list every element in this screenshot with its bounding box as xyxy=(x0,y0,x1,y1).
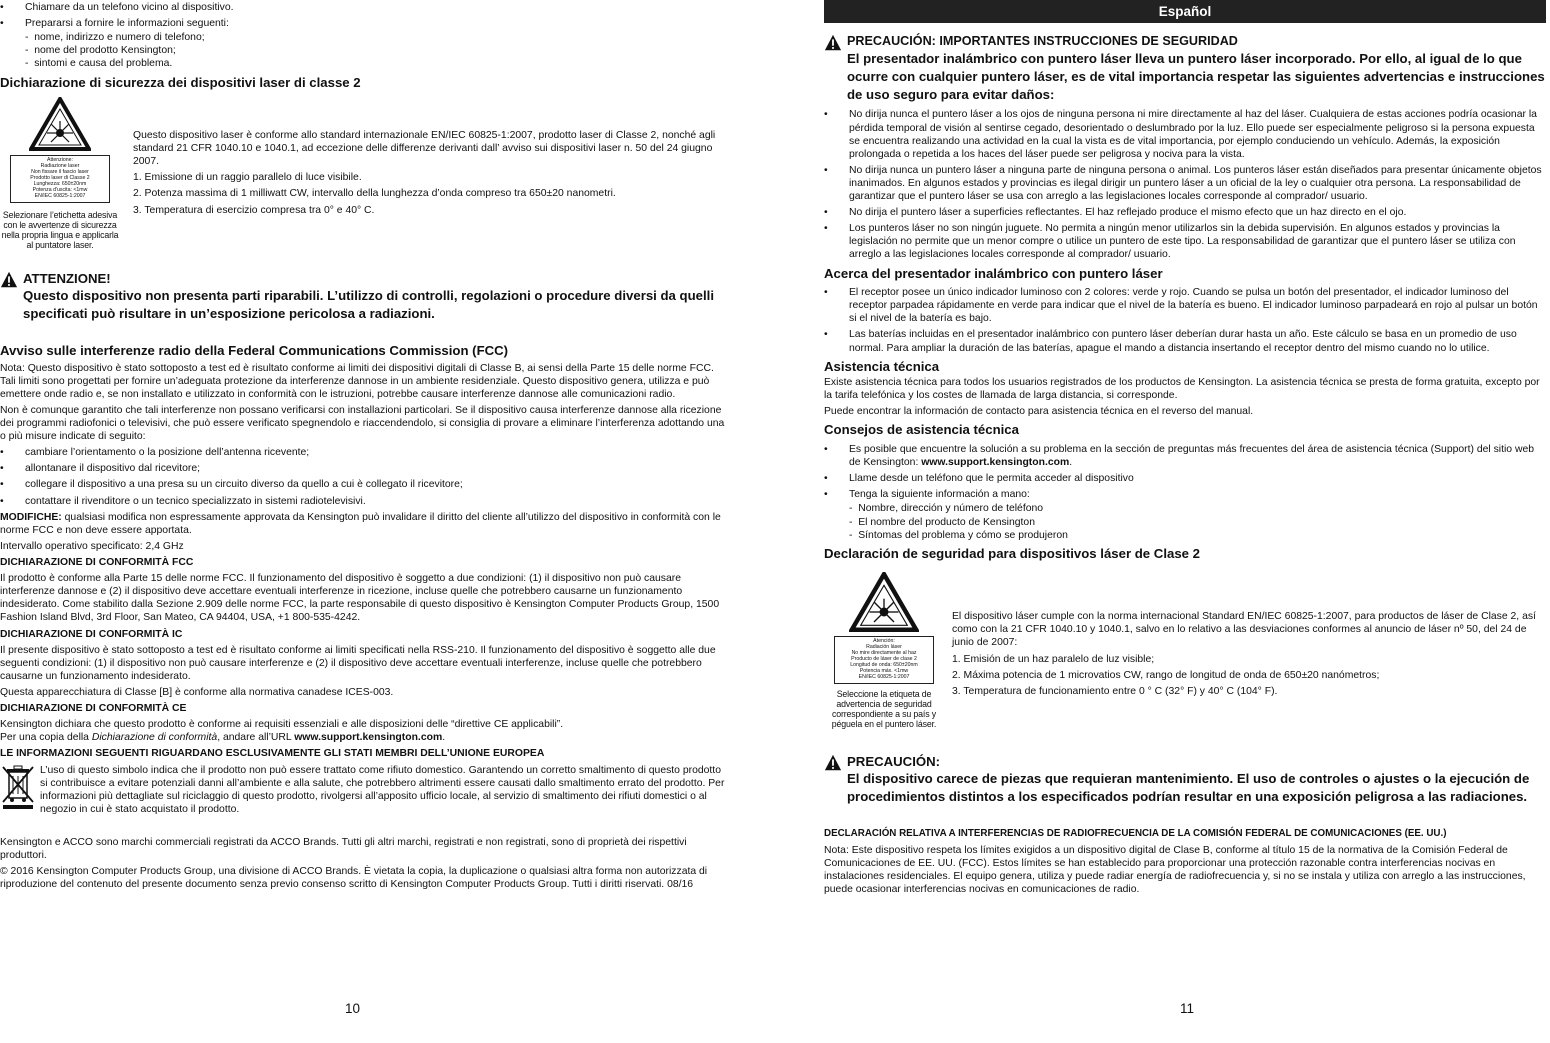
laser-figure xyxy=(0,97,120,251)
laser-label: Attenzione: Radiazione laser Non fissare il fascio laser Prodotto laser di Classe 2 Lunghezza: 650±20nm Potenza d'uscita: <1mw EN/IEC 60825-1:2007 xyxy=(10,155,110,203)
attention-warning xyxy=(0,271,725,323)
list-item: • No dirija nunca un puntero láser a ninguna parte de ninguna persona o animal. Los punteros láser están diseñados para presentar únicamente objetos inanimados. En algunos estados y provincias es ilegal dirigir un puntero láser a un oficial de la ley o cualquier otra persona. La responsabilidad de garantizar que el puntero láser se usa con arreglo a las legislaciones locales corresponde al comprador/ usuario. xyxy=(824,164,1546,203)
list-item: • Es posible que encuentre la solución a su problema en la sección de preguntas más frecuentes del área de asistencia técnica (Support) del sitio web de Kensington: www.support.kensington.com. xyxy=(824,443,1546,469)
list-item: • Prepararsi a fornire le informazioni seguenti: - nome, indirizzo e numero di telefono; - nome del prodotto Kensington; - sintomi e causa del problema. xyxy=(0,17,725,70)
trademark: Kensington e ACCO sono marchi commerciali registrati da ACCO Brands. Tutti gli altri marchi, registrati e non registrati, sono di proprietà dei rispettivi produttori. xyxy=(0,836,687,862)
tips-list xyxy=(824,443,1546,542)
tips-sub-list xyxy=(849,502,1546,541)
warning-icon xyxy=(0,271,18,289)
caution-text: El presentador inalámbrico con puntero láser lleva un puntero láser incorporado. Por ello, al igual de lo que ocurre con cualquier puntero láser, es de vital importancia respetar las siguientes advertencias e instrucciones de uso seguro para evitar daños: xyxy=(847,50,1545,103)
support-link[interactable]: www.support.kensington.com xyxy=(921,457,1070,469)
list-item: • No dirija el puntero láser a superficies reflectantes. El haz reflejado produce el mismo efecto que un haz directo en el ojo. xyxy=(824,206,1546,219)
fcc-list xyxy=(0,446,725,507)
list-item: - sintomi e causa del problema. xyxy=(25,57,725,70)
list-item: • El receptor posee un único indicador luminoso con 2 colores: verde y rojo. Cuando se pulsa un botón del presentador, el indicador luminoso del receptor parpadea rápidamente en verde para indicar que el nivel de la batería es bueno. El indicador luminoso parpadeará en rojo al pulsar un botón si el nivel de la batería es bajo. xyxy=(824,286,1546,325)
list-item: • Las baterías incluidas en el presentador inalámbrico con puntero láser deberían durar hasta un año. Este cálculo se basa en un promedio de uso normal. Para ampliar la duración de las baterías, apague el mando a distancia insertando el receptor dentro del mismo cuando no lo utilice. xyxy=(824,328,1546,354)
list-item: • cambiare l’orientamento o la posizione dell’antenna ricevente; xyxy=(0,446,725,459)
page-left: • Chiamare da un telefono vicino al dispositivo. • Prepararsi a fornire le informazioni seguenti: - nome, indirizzo e numero di telefono; - nome del prodotto Kensington; - sintomi e causa del problema. Dichiarazione di sicurezza dei dispositivi laser di classe 2 Attenzione: Radiazione laser Non fissare il fascio laser Prodotto laser di Classe 2 Lunghezza: 650±20nm Potenza d'uscita: <1mw EN/IEC 60825-1:2007 Selezionare l’etichetta adesiva con le avvertenze di sicurezza nella propria lingua e applicarla al puntatore laser. Questo dispositivo laser è conforme allo standard internazionale EN/IEC 60825-1:2007, prodotto laser di Classe 2, nonché agli standard 21 CFR 1040.10 e 1040.1, ad eccezione delle differenze derivanti dall’ avviso sui dispositivi laser n. 50 del 24 giugno 2007. 1. Emissione di un raggio parallelo di luce visibile. 2. Potenza massima di 1 milliwatt CW, intervallo della lunghezza d’onda compreso tra 650±20 nanometri. 3. Temperatura di esercizio compresa tra 0° e 40° C. ATTENZIONE! Questo dispositivo non presenta parti riparabili. L’utilizzo di controlli, regolazioni o procedure diversi da quelli specificati può risultare in un’esposizione pericolosa a radiazioni. Avviso sulle interferenze radio della Federal Communications Commission (FCC) Nota: Questo dispositivo è stato sottoposto a test ed è risultato conforme ai limiti dei dispositivi digitali di Classe B, ai sensi della Parte 15 delle norme FCC. Tali limiti sono progettati per fornire un’adeguata protezione da interferenze dannose in un ambiente residenziale. Questo dispositivo genera, utilizza e può emettere onde radio e, se non installato e utilizzato in conformità con le istruzioni, potrebbe causare interferenze dannose alle comunicazioni radio. Non è comunque garantito che tali interferenze non possano verificarsi con installazioni particolari. Se il dispositivo causa interferenze dannose alla ricezione dei programmi radiofonici o televisivi, che può essere verificato spegnendolo e riaccendendolo, si consiglia di provare a eliminare l’interferenza adottando una o più misure indicate di seguito: • cambiare l’orientamento o la posizione dell’antenna ricevente; • allontanare il dispositivo dal ricevitore; • collegare il dispositivo a una presa su un circuito diverso da quello a cui è collegato il ricevitore; • contattare il rivenditore o un tecnico specializzato in sistemi radiotelevisivi. MODIFICHE: qualsiasi modifica non espressamente approvata da Kensington può invalidare il diritto del cliente all’utilizzo del dispositivo in conformità con le norme FCC e non deve essere apportata. Intervallo operativo specificato: 2,4 GHz DICHIARAZIONE DI CONFORMITÀ FCC Il prodotto è conforme alla Parte 15 delle norme FCC. Il funzionamento del dispositivo è soggetto a due condizioni: (1) il dispositivo non può causare interferenze dannose e (2) il dispositivo deve accettare eventuali interferenze in ricezione, incluse quelle che potrebbero causarne un funzionamento indesiderato. Come stabilito dalla Sezione 2.909 delle norme FCC, la parte responsabile di questo dispositivo è Kensington Computer Products Group, 1500 Fashion Island Blvd, 3rd Floor, San Mateo, CA 94404, USA, +1 800-535-4242. DICHIARAZIONE DI CONFORMITÀ IC Il presente dispositivo è stato sottoposto a test ed è risultato conforme ai limiti specificati nella RSS-210. Il funzionamento del dispositivo è soggetto alle due seguenti condizioni: (1) il dispositivo non può causare interferenze e (2) il dispositivo deve accettare eventuali interferenze, incluse quelle che potrebbero causarne un funzionamento indesiderato. Questa apparecchiatura di Classe [B] è conforme alla normativa canadese ICES-003. DICHIARAZIONE DI CONFORMITÀ CE Kensington dichiara che questo prodotto è conforme ai requisiti essenziali e alle disposizioni delle “direttive CE applicabili”. Per una copia della Dichiarazione di conformità, andare all’URL www.support.kensington.com. LE INFORMAZIONI SEGUENTI RIGUARDANO ESCLUSIVAMENTE GLI STATI MEMBRI DELL’UNIONE EUROPEA L’uso di questo simbolo indica che il prodotto non può essere trattato come rifiuto domestico. Garantendo un corretto smaltimento di questo prodotto si contribuisce a evitare potenziali danni all’ambiente e alla salute, che potrebbero altrimenti essere causati dallo smaltimento errato del prodotto. Per informazioni più dettagliate sul riciclaggio di questo prodotto, rivolgersi all’apposito ufficio locale, al servizio di smaltimento dei rifiuti domestici o al negozio in cui è stato acquistato il prodotto. Kensington e ACCO sono marchi commerciali registrati da ACCO Brands. Tutti gli altri marchi, registrati e non registrati, sono di proprietà dei rispettivi produttori. © 2016 Kensington Computer Products Group, una divisione di ACCO Brands. È vietata la copia, la duplicazione o qualsiasi altra forma non autorizzata di riproduzione del contenuto del presente documento senza previo consenso scritto di Kensington Computer Products Group. Tutti i diritti riservati. 08/16 xyxy=(0,0,725,894)
list-item: • Chiamare da un telefono vicino al dispositivo. xyxy=(0,1,725,14)
list-item: - Nombre, dirección y número de teléfono xyxy=(849,502,1546,515)
page-number-left: 10 xyxy=(345,1001,361,1016)
caution2-title: PRECAUCIÓN: xyxy=(847,753,941,769)
weee-bin-icon xyxy=(0,764,36,810)
support-heading: Asistencia técnica xyxy=(824,358,940,374)
ce-copy: Per una copia della Dichiarazione di conformità, andare all’URL www.support.kensington.com. xyxy=(0,732,446,744)
laser-warning-icon xyxy=(849,572,919,632)
weee-section xyxy=(0,764,725,816)
list-item: - Síntomas del problema y cómo se produjeron xyxy=(849,529,1546,542)
list-item: • Tenga la siguiente información a mano: - Nombre, dirección y número de teléfono - El nombre del producto de Kensington - Síntomas del problema y cómo se produjeron xyxy=(824,488,1546,541)
safety-list xyxy=(824,108,1546,261)
contact-list xyxy=(0,1,725,71)
laser-caption: Seleccione la etiqueta de advertencia de seguridad correspondiente a su país y péguela en el puntero láser. xyxy=(831,689,937,729)
list-item: • contattare il rivenditore o un tecnico specializzato in sistemi radiotelevisivi. xyxy=(0,495,725,508)
laser-heading: Declaración de seguridad para dispositivos láser de Clase 2 xyxy=(824,545,1200,561)
tips-heading: Consejos de asistencia técnica xyxy=(824,422,1019,438)
weee-text: L’uso di questo simbolo indica che il prodotto non può essere trattato come rifiuto domestico. Garantendo un corretto smaltimento di questo prodotto si contribuisce a evitare potenziali danni all’ambiente e alla salute, che potrebbero altrimenti essere causati dallo smaltimento errato del prodotto. Per informazioni più dettagliate sul riciclaggio di questo prodotto, rivolgersi all’apposito ufficio locale, al servizio di smaltimento dei rifiuti domestici o al negozio in cui è stato acquistato il prodotto. xyxy=(40,764,725,815)
language-header: Español xyxy=(824,0,1546,23)
list-item: - El nombre del producto de Kensington xyxy=(849,516,1546,529)
caution-title: PRECAUCIÓN: IMPORTANTES INSTRUCCIONES DE SEGURIDAD xyxy=(847,34,1238,48)
list-item: • Los punteros láser no son ningún juguete. No permita a ningún menor utilizarlos sin la debida supervisión. En algunos estados y provincias la legislación no permite que un menor compre o utilice un puntero de este tipo. La responsabilidad de garantizar que el puntero láser se utiliza con arreglo a las legislaciones locales corresponde al comprador/ usuario. xyxy=(824,222,1546,261)
laser-text: Questo dispositivo laser è conforme allo standard internazionale EN/IEC 60825-1:2007, prodotto laser di Classe 2, nonché agli standard 21 CFR 1040.10 e 1040.1, ad eccezione delle differenze derivanti dall’ avviso sui dispositivi laser n. 50 del 24 giugno 2007. 1. Emissione di un raggio parallelo di luce visibile. 2. Potenza massima di 1 milliwatt CW, intervallo della lunghezza d’onda compreso tra 650±20 nanometri. 3. Temperatura di esercizio compresa tra 0° e 40° C. xyxy=(133,130,716,216)
list-item: • allontanare il dispositivo dal ricevitore; xyxy=(0,462,725,475)
list-item: • Llame desde un teléfono que le permita acceder al dispositivo xyxy=(824,472,1546,485)
laser-section xyxy=(824,572,1546,730)
laser-figure xyxy=(824,572,944,730)
page-number-right: 11 xyxy=(1180,1001,1195,1016)
list-item: - nome del prodotto Kensington; xyxy=(25,44,725,57)
support-link[interactable]: www.support.kensington.com xyxy=(294,732,443,744)
attention-title: ATTENZIONE! xyxy=(23,270,111,286)
about-heading: Acerca del presentador inalámbrico con puntero láser xyxy=(824,265,1163,281)
fcc-heading: DECLARACIÓN RELATIVA A INTERFERENCIAS DE RADIOFRECUENCIA DE LA COMISIÓN FEDERAL DE COMUNICACIONES (EE. UU.) xyxy=(824,828,1447,840)
laser-caption: Selezionare l’etichetta adesiva con le avvertenze di sicurezza nella propria lingua e applicarla al puntatore laser. xyxy=(1,209,119,250)
list-item: • No dirija nunca el puntero láser a los ojos de ninguna persona ni mire directamente al haz del láser. Cualquiera de estas acciones podría ocasionar la pérdida temporal de visión al sentirse cegado, desorientado o deslumbrado por la luz. Ello puede ser especialmente peligroso si la persona expuesta se encuentra realizando una actividad en la cual la vista es de vital importancia, por ejemplo conduciendo un vehículo. Además, la exposición prolongada o repetida a los haces del láser puede ser peligrosa y nociva para la vista. xyxy=(824,108,1546,160)
laser-section xyxy=(0,97,725,251)
list-item: • collegare il dispositivo a una presa su un circuito diverso da quello a cui è collegato il ricevitore; xyxy=(0,478,725,491)
list-item: - nome, indirizzo e numero di telefono; xyxy=(25,31,725,44)
caution2-text: El dispositivo carece de piezas que requieran mantenimiento. El uso de controles o ajustes o la ejecución de procedimientos distintos a los especificados podrían resultar en una exposición peligrosa a las radiaciones. xyxy=(847,771,1530,805)
warning-icon xyxy=(824,754,842,772)
caution2-warning xyxy=(824,754,1546,806)
laser-text: El dispositivo láser cumple con la norma internacional Standard EN/IEC 60825-1:2007, para productos de láser de Clase 2, así como con la 21 CFR 1040.10 y 1040.1, salvo en lo relativo a las desviaciones conformes al anuncio de láser nº 50, del 24 de junio de 2007: 1. Emisión de un haz paralelo de luz visible; 2. Máxima potencia de 1 microvatios CW, rango de longitud de onda de 650±20 nanómetros; 3. Temperatura de funcionamiento entre 0 ° C (32° F) y 40° C (104° F). xyxy=(952,611,1536,697)
attention-text: Questo dispositivo non presenta parti riparabili. L’utilizzo di controlli, regolazioni o procedure diversi da quelli specificati può risultare in un’esposizione pericolosa a radiazioni. xyxy=(23,288,714,322)
copyright: © 2016 Kensington Computer Products Group, una divisione di ACCO Brands. È vietata la copia, la duplicazione o qualsiasi altra forma non autorizzata di riproduzione del contenuto del presente documento senza previo consenso scritto di Kensington Computer Products Group. Tutti i diritti riservati. 08/16 xyxy=(0,866,708,891)
laser-heading: Dichiarazione di sicurezza dei dispositivi laser di classe 2 xyxy=(0,74,361,90)
fcc-text: Nota: Este dispositivo respeta los límites exigidos a un dispositivo digital de Clase B, conforme al título 15 de la normativa de la Comisión Federal de Comunicaciones de EE. UU. (FCC). Estos límites se han establecido para proporcionar una protección razonable contra interferencias nocivas en instalaciones residenciales. El equipo genera, utiliza y puede radiar energía de radiofrecuencia y, si no se instala y utiliza con arreglo a las instrucciones, puede ocasionar interferencias nocivas en comunicaciones de radio. xyxy=(824,844,1526,895)
fcc-heading: Avviso sulle interferenze radio della Federal Communications Commission (FCC) xyxy=(0,343,509,359)
warning-icon xyxy=(824,34,842,52)
caution-warning xyxy=(824,34,1546,104)
page-right: Español PRECAUCIÓN: IMPORTANTES INSTRUCCIONES DE SEGURIDAD El presentador inalámbrico con puntero láser lleva un puntero láser incorporado. Por ello, al igual de lo que ocurre con cualquier puntero láser, es de vital importancia respetar las siguientes advertencias e instrucciones de uso seguro para evitar daños: • No dirija nunca el puntero láser a los ojos de ninguna persona ni mire directamente al haz del láser. Cualquiera de estas acciones podría ocasionar la pérdida temporal de visión al sentirse cegado, desorientado o deslumbrado por la luz. Ello puede ser especialmente peligroso si la persona expuesta se encuentra realizando una actividad en la cual la vista es de vital importancia, por ejemplo conduciendo un vehículo. Además, la exposición prolongada o repetida a los haces del láser puede ser peligrosa y nociva para la vista. • No dirija nunca un puntero láser a ninguna parte de ninguna persona o animal. Los punteros láser están diseñados para presentar únicamente objetos inanimados. En algunos estados y provincias es ilegal dirigir un puntero láser a un oficial de la ley o cualquier otra persona. La responsabilidad de garantizar que el puntero láser se usa con arreglo a las legislaciones locales corresponde al comprador/ usuario. • No dirija el puntero láser a superficies reflectantes. El haz reflejado produce el mismo efecto que un haz directo en el ojo. • Los punteros láser no son ningún juguete. No permita a ningún menor utilizarlos sin la debida supervisión. En algunos estados y provincias la legislación no permite que un menor compre o utilice un puntero de este tipo. La responsabilidad de garantizar que el puntero láser se utiliza con arreglo a las legislaciones locales corresponde al comprador/ usuario. Acerca del presentador inalámbrico con puntero láser • El receptor posee un único indicador luminoso con 2 colores: verde y rojo. Cuando se pulsa un botón del presentador, el indicador luminoso del receptor parpadea rápidamente en verde para indicar que el nivel de la batería es bueno. El indicador luminoso parpadeará en rojo al pulsar un botón si el nivel de la batería es bajo. • Las baterías incluidas en el presentador inalámbrico con puntero láser deberían durar hasta un año. Este cálculo se basa en un promedio de uso normal. Para ampliar la duración de las baterías, apague el mando a distancia insertando el receptor dentro del mismo cuando no lo utilice. Asistencia técnica Existe asistencia técnica para todos los usuarios registrados de los productos de Kensington. La asistencia técnica se presta de forma gratuita, excepto por la tarifa telefónica y los costes de llamada de larga distancia, si corresponde. Puede encontrar la información de contacto para asistencia técnica en el reverso del manual. Consejos de asistencia técnica • Es posible que encuentre la solución a su problema en la sección de preguntas más frecuentes del área de asistencia técnica (Support) del sitio web de Kensington: www.support.kensington.com. • Llame desde un teléfono que le permita acceder al dispositivo • Tenga la siguiente información a mano: - Nombre, dirección y número de teléfono - El nombre del producto de Kensington - Síntomas del problema y cómo se produjeron Declaración de seguridad para dispositivos láser de Clase 2 Atención: Radiación láser No mire directamente al haz Producto de láser de clase 2 Longitud de onda: 650±20nm Potencia máx. <1mw EN/IEC 60825-1:2007 Seleccione la etiqueta de advertencia de seguridad correspondiente a su país y péguela en el puntero láser. El dispositivo láser cumple con la norma internacional Standard EN/IEC 60825-1:2007, para productos de láser de Clase 2, así como con la 21 CFR 1040.10 y 1040.1, salvo en lo relativo a las desviaciones conformes al anuncio de láser nº 50, del 24 de junio de 2007: 1. Emisión de un haz paralelo de luz visible; 2. Máxima potencia de 1 microvatios CW, rango de longitud de onda de 650±20 nanómetros; 3. Temperatura de funcionamiento entre 0 ° C (32° F) y 40° C (104° F). PRECAUCIÓN: El dispositivo carece de piezas que requieran mantenimiento. El uso de controles o ajustes o la ejecución de procedimientos distintos a los especificados podrían resultar en una exposición peligrosa a las radiaciones. DECLARACIÓN RELATIVA A INTERFERENCIAS DE RADIOFRECUENCIA DE LA COMISIÓN FEDERAL DE COMUNICACIONES (EE. UU.) Nota: Este dispositivo respeta los límites exigidos a un dispositivo digital de Clase B, conforme al título 15 de la normativa de la Comisión Federal de Comunicaciones de EE. UU. (FCC). Estos límites se han establecido para proporcionar una protección razonable contra interferencias nocivas en instalaciones residenciales. El equipo genera, utiliza y puede radiar energía de radiofrecuencia y, si no se instala y utiliza con arreglo a las instrucciones, puede ocasionar interferencias nocivas en comunicaciones de radio. xyxy=(824,0,1546,899)
laser-warning-icon xyxy=(29,97,91,151)
modifiche: MODIFICHE: qualsiasi modifica non espressamente approvata da Kensington può invalidare il diritto del cliente all’utilizzo del dispositivo in conformità con le norme FCC e non deve essere apportata. xyxy=(0,511,721,536)
contact-sub-list xyxy=(25,31,725,70)
laser-label: Atención: Radiación láser No mire directamente al haz Producto de láser de clase 2 Longitud de onda: 650±20nm Potencia máx. <1mw EN/IEC 60825-1:2007 xyxy=(834,636,934,684)
about-list xyxy=(824,286,1546,355)
